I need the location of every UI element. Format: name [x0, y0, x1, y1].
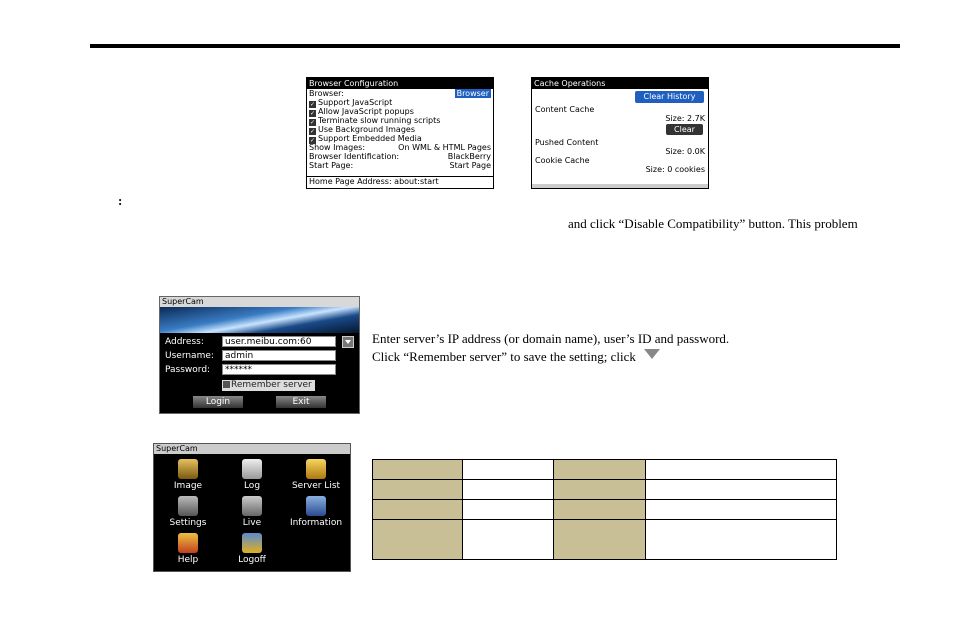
live-icon	[242, 496, 262, 516]
supercam-menu-screenshot	[153, 443, 351, 572]
cache-ops-title: Cache Operations	[532, 78, 708, 89]
menu-item-live[interactable]: Live	[220, 496, 284, 528]
username-label: Username:	[165, 351, 214, 361]
password-label: Password:	[165, 365, 211, 375]
login-app-title: SuperCam	[160, 297, 359, 307]
browser-id-select[interactable]: BlackBerry	[447, 152, 491, 161]
menu-app-title: SuperCam	[154, 444, 350, 454]
home-icon	[306, 459, 326, 479]
stray-colon: :	[118, 193, 123, 208]
table-row	[373, 520, 837, 560]
pushed-content-size: Size: 0.0K	[665, 147, 705, 156]
remember-server-checkbox[interactable]: Remember server	[222, 380, 315, 391]
content-cache-label: Content Cache	[535, 105, 595, 114]
browser-id-row[interactable]: Browser Identification: BlackBerry	[309, 152, 491, 161]
tools-icon	[178, 496, 198, 516]
table-row	[373, 500, 837, 520]
top-rule	[90, 44, 900, 48]
password-input[interactable]: ******	[222, 364, 336, 375]
browser-label: Browser:	[309, 89, 344, 98]
option-support-javascript[interactable]: ✓ Support JavaScript	[309, 98, 393, 108]
login-instruction-line-1: Enter server’s IP address (or domain name), user’s ID and password.	[372, 331, 730, 346]
checkbox-checked-icon[interactable]: ✓	[309, 101, 316, 108]
supercam-login-screenshot	[159, 296, 360, 414]
address-label: Address:	[165, 337, 204, 347]
menu-item-settings[interactable]: Settings	[156, 496, 220, 528]
login-instruction-line-2: Click “Remember server” to save the setting; click	[372, 349, 660, 365]
browser-select[interactable]: Browser	[456, 89, 489, 98]
menu-item-image[interactable]: Image	[156, 459, 220, 491]
clear-history-button[interactable]: Clear History	[635, 91, 704, 103]
menu-item-help[interactable]: Help	[156, 533, 220, 565]
camera-icon	[178, 459, 198, 479]
earth-banner-image	[160, 307, 359, 333]
checkbox-icon[interactable]	[223, 381, 230, 388]
scroll-track	[532, 184, 708, 188]
home-page-address[interactable]: Home Page Address: about:start	[307, 176, 494, 187]
information-icon	[306, 496, 326, 516]
menu-item-information[interactable]: Information	[284, 496, 348, 528]
menu-item-log[interactable]: Log	[220, 459, 284, 491]
checkbox-checked-icon[interactable]: ✓	[309, 110, 316, 117]
address-input[interactable]: user.meibu.com:60	[222, 336, 336, 347]
menu-item-server-list[interactable]: Server List	[284, 459, 348, 491]
logoff-icon	[242, 533, 262, 553]
option-embedded-media[interactable]: ✓ Support Embedded Media	[309, 134, 422, 144]
pushed-content-label: Pushed Content	[535, 138, 599, 147]
start-page-row[interactable]: Start Page: Start Page	[309, 161, 491, 170]
show-images-row[interactable]: Show Images: On WML & HTML Pages	[309, 143, 491, 152]
browser-config-title: Browser Configuration	[307, 78, 493, 89]
table-row	[373, 460, 837, 480]
help-book-icon	[178, 533, 198, 553]
compatibility-instruction: and click “Disable Compatibility” button. This problem	[568, 216, 858, 231]
blank-reference-table	[372, 459, 837, 560]
option-background-images[interactable]: ✓ Use Background Images	[309, 125, 415, 135]
content-cache-size: Size: 2.7K	[665, 114, 705, 123]
log-icon	[242, 459, 262, 479]
dropdown-triangle-icon	[644, 349, 660, 359]
table-row	[373, 480, 837, 500]
cache-operations-screenshot	[531, 77, 709, 189]
chevron-down-icon[interactable]	[342, 336, 354, 348]
exit-button[interactable]: Exit	[276, 396, 326, 408]
browser-configuration-screenshot	[306, 77, 494, 189]
cookie-cache-label: Cookie Cache	[535, 156, 590, 165]
checkbox-checked-icon[interactable]: ✓	[309, 137, 316, 144]
cookie-cache-size: Size: 0 cookies	[645, 165, 705, 174]
option-terminate-scripts[interactable]: ✓ Terminate slow running scripts	[309, 116, 441, 126]
option-allow-popups[interactable]: ✓ Allow JavaScript popups	[309, 107, 414, 117]
clear-button[interactable]: Clear	[666, 124, 703, 135]
username-input[interactable]: admin	[222, 350, 336, 361]
start-page-select[interactable]: Start Page	[449, 161, 491, 170]
menu-item-logoff[interactable]: Logoff	[220, 533, 284, 565]
checkbox-checked-icon[interactable]: ✓	[309, 119, 316, 126]
checkbox-checked-icon[interactable]: ✓	[309, 128, 316, 135]
login-button[interactable]: Login	[193, 396, 243, 408]
browser-row[interactable]	[307, 89, 493, 98]
show-images-select[interactable]: On WML & HTML Pages	[398, 143, 491, 152]
